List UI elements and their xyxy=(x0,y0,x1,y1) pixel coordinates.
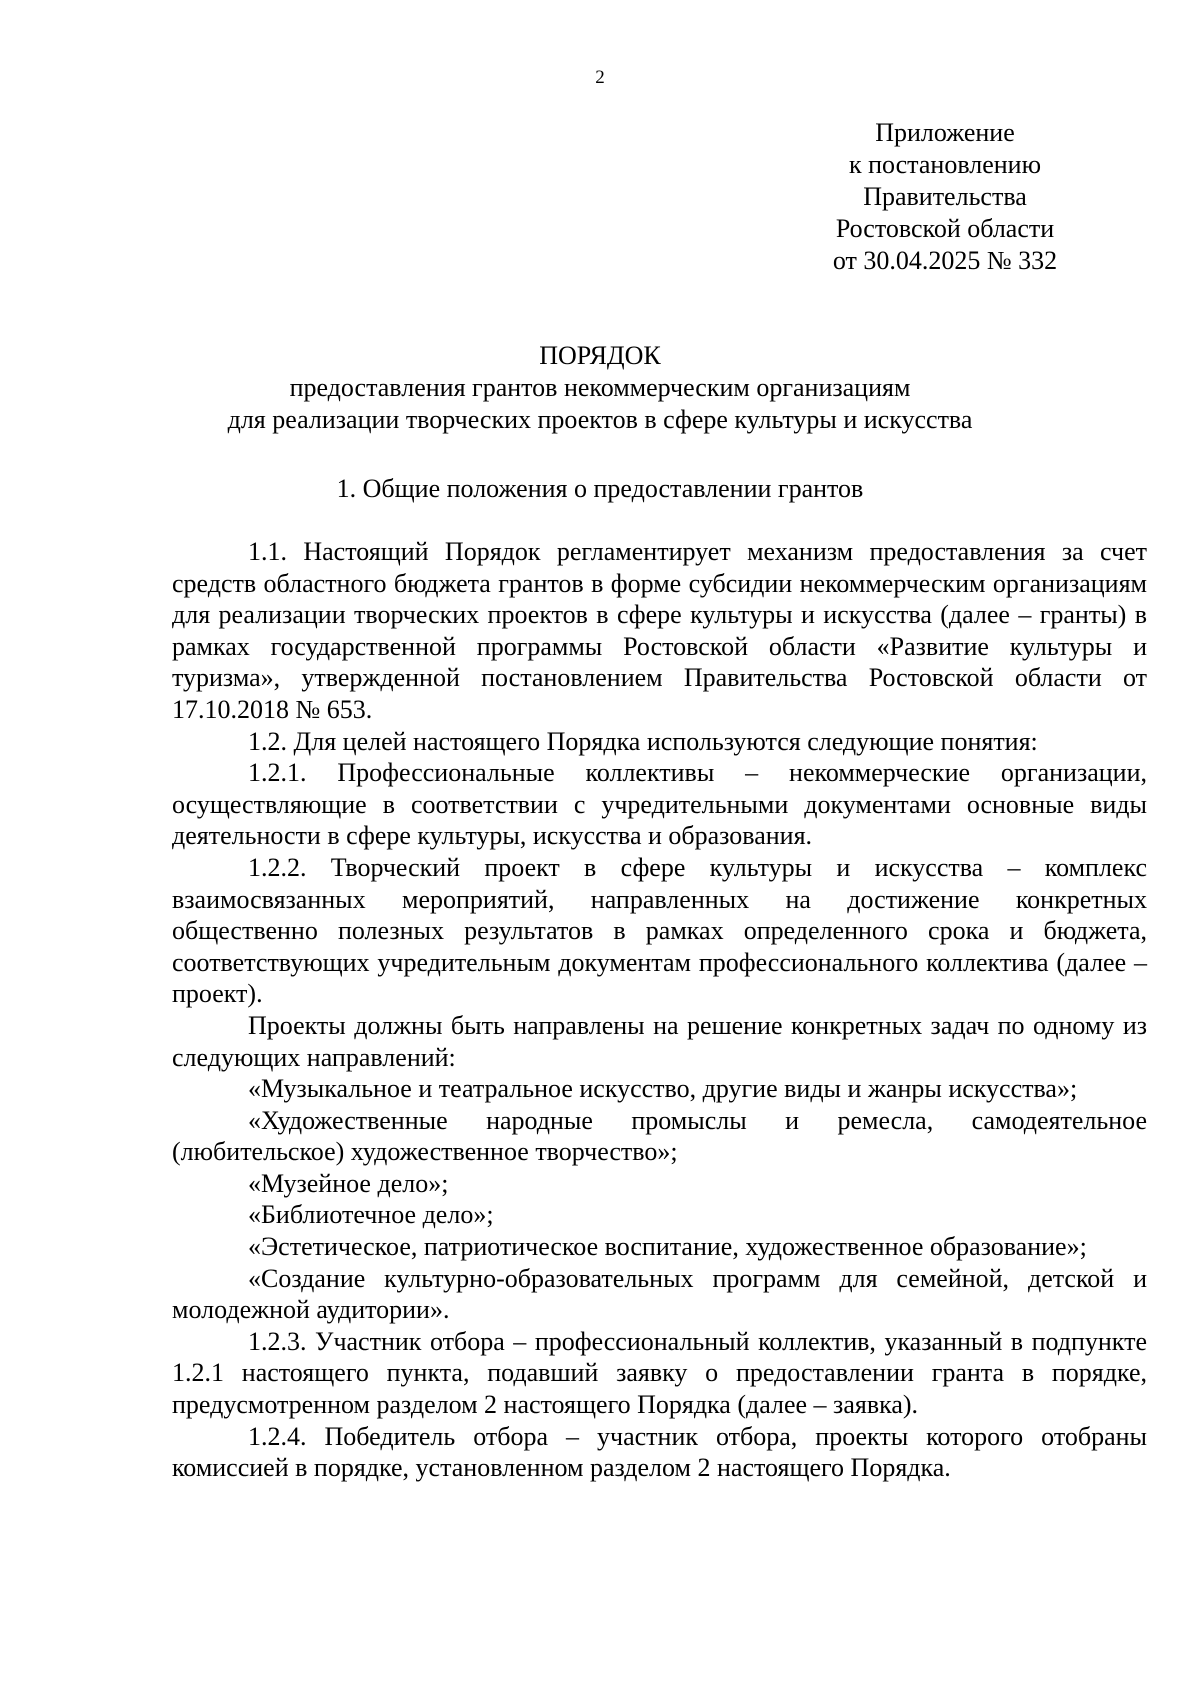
document-subtitle: предоставления грантов некоммерческим организациям xyxy=(289,373,911,402)
appendix-line: Ростовской области xyxy=(835,214,1055,243)
document-title-block xyxy=(0,340,1200,436)
paragraph: «Музыкальное и театральное искусство, другие виды и жанры искусства»; xyxy=(248,1074,1078,1104)
appendix-line: Правительства xyxy=(863,182,1027,211)
paragraph: 1.2.4. Победитель отбора – участник отбора, проекты которого отобраны комиссией в порядке, установленном разделом 2 настоящего Порядка. xyxy=(172,1421,1147,1483)
paragraph: «Создание культурно-образовательных программ для семейной, детской и молодежной аудитории». xyxy=(172,1263,1147,1325)
paragraph: «Художественные народные промыслы и ремесла, самодеятельное (любительское) художественное творчество»; xyxy=(172,1105,1147,1167)
appendix-line: Приложение xyxy=(875,118,1015,147)
section-heading: 1. Общие положения о предоставлении грантов xyxy=(336,474,864,503)
paragraph: 1.2.2. Творческий проект в сфере культуры и искусства – комплекс взаимосвязанных мероприятий, направленных на достижение конкретных общественно полезных результатов в рамках определенного срока и бюджета, соответствующих учредительным документам профессионального коллектива (далее – проект). xyxy=(172,852,1147,1009)
appendix-line: к постановлению xyxy=(848,150,1042,179)
paragraph: «Музейное дело»; xyxy=(248,1168,449,1198)
appendix-line: от 30.04.2025 № 332 xyxy=(832,246,1058,275)
paragraph: 1.1. Настоящий Порядок регламентирует механизм предоставления за счет средств областного бюджета грантов в форме субсидии некоммерческим организациям для реализации творческих проектов в сфере культуры и искусства (далее – гранты) в рамках государственной программы Ростовской области «Развитие культуры и туризма», утвержденной постановлением Правительства Ростовской области от 17.10.2018 № 653. xyxy=(172,537,1147,724)
paragraph: 1.2. Для целей настоящего Порядка используются следующие понятия: xyxy=(248,726,1038,756)
page-number: 2 xyxy=(595,67,605,88)
paragraph: «Библиотечное дело»; xyxy=(248,1200,494,1230)
paragraph: 1.2.1. Профессиональные коллективы – некоммерческие организации, осуществляющие в соответствии с учредительными документами основные виды деятельности в сфере культуры, искусства и образования. xyxy=(172,758,1147,851)
document-subtitle: для реализации творческих проектов в сфере культуры и искусства xyxy=(227,405,973,434)
appendix-block xyxy=(800,117,1090,277)
document-title: ПОРЯДОК xyxy=(539,341,661,370)
paragraph: Проекты должны быть направлены на решение конкретных задач по одному из следующих направлений: xyxy=(172,1010,1147,1072)
paragraph: 1.2.3. Участник отбора – профессиональный коллектив, указанный в подпункте 1.2.1 настоящего пункта, подавший заявку о предоставлении гранта в порядке, предусмотренном разделом 2 настоящего Порядка (далее – заявка). xyxy=(172,1326,1147,1420)
paragraph: «Эстетическое, патриотическое воспитание, художественное образование»; xyxy=(248,1232,1087,1262)
body-text xyxy=(172,536,1147,1484)
